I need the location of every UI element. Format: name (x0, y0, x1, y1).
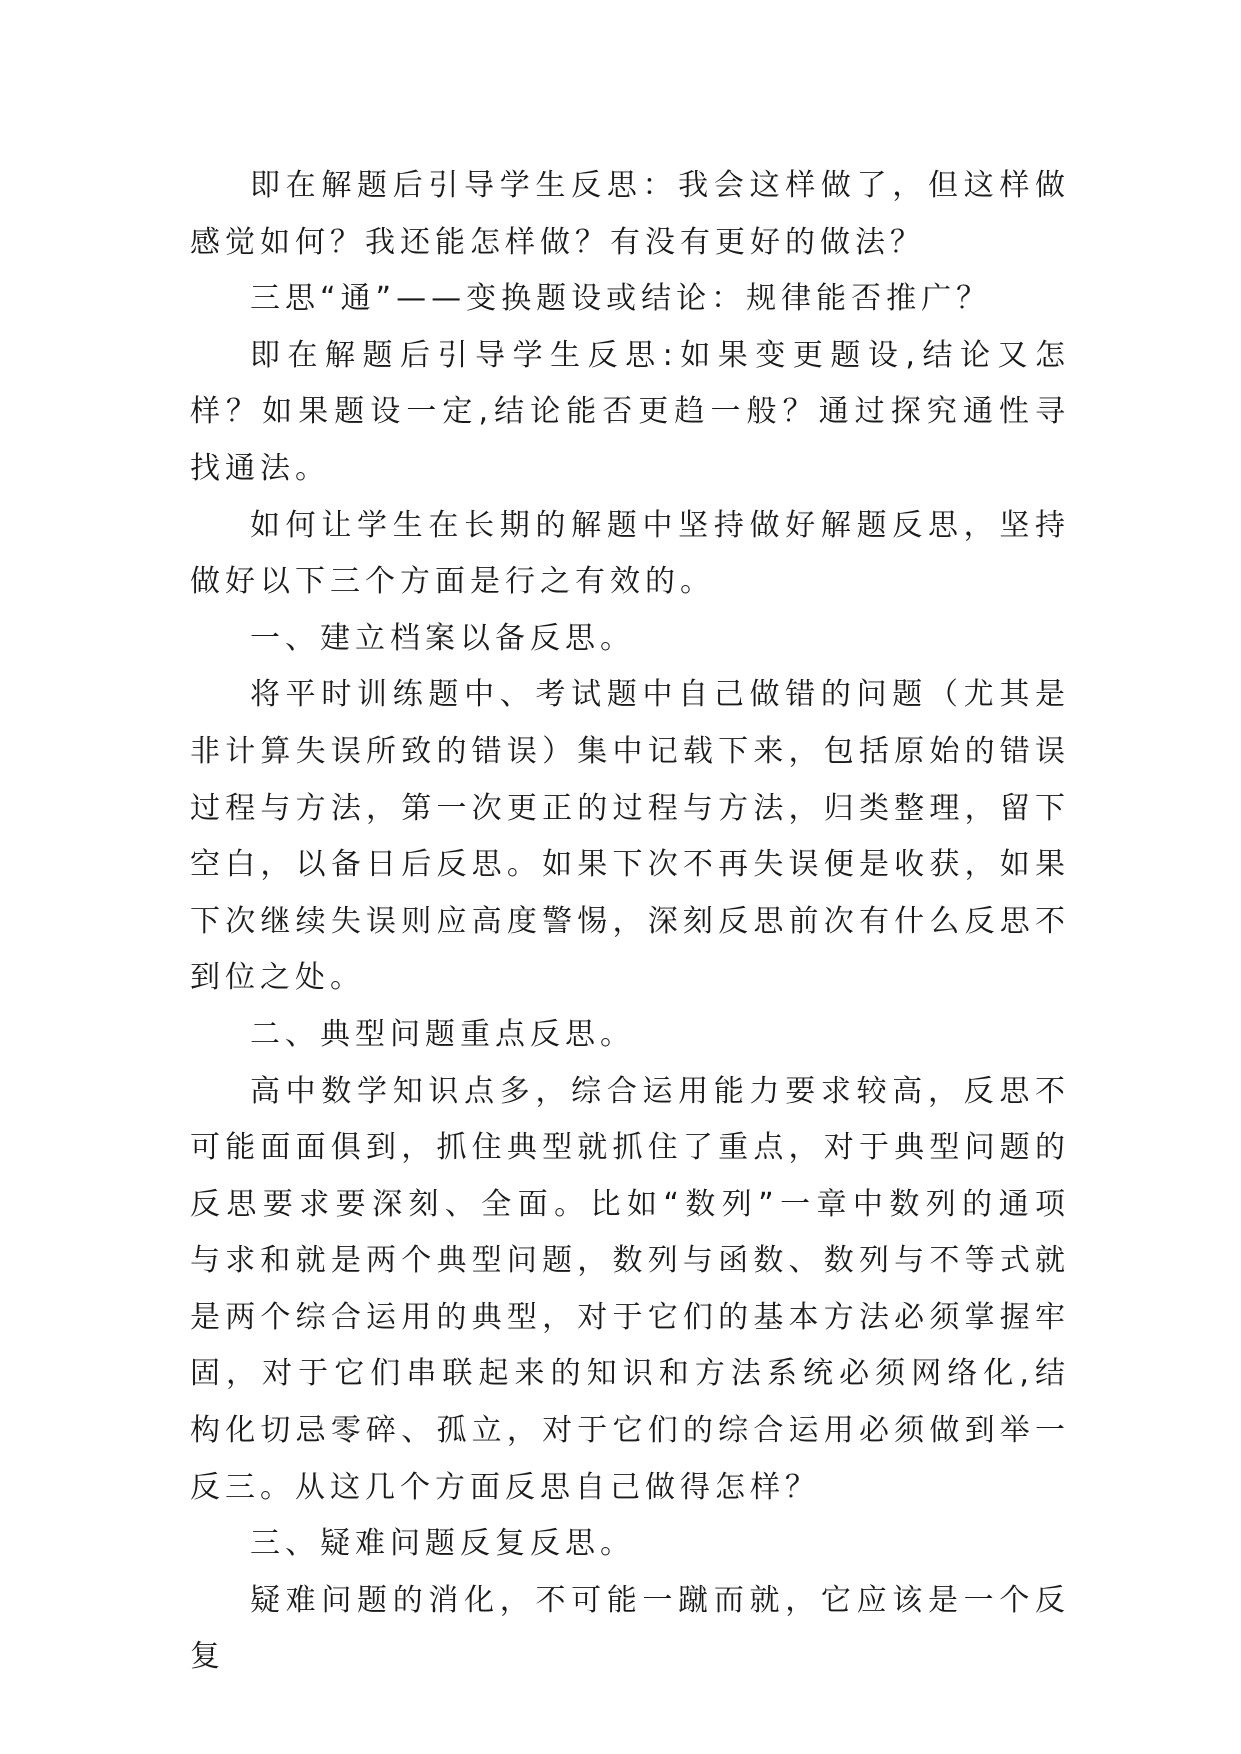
paragraph: 疑难问题的消化，不可能一蹴而就，它应该是一个反复 (190, 1582, 1070, 1675)
section-heading: 一、建立档案以备反思。 (250, 620, 635, 656)
document-body (190, 158, 1070, 1686)
paragraph: 三思“通”——变换题设或结论：规律能否推广？ (250, 281, 992, 317)
paragraph: 即在解题后引导学生反思：我会这样做了，但这样做感觉如何？我还能怎样做？有没有更好的做法？ (190, 168, 1070, 260)
paragraph: 高中数学知识点多，综合运用能力要求较高，反思不可能面面俱到，抓住典型就抓住了重点，对于典型问题的反思要求要深刻、全面。比如“数列”一章中数列的通项与求和就是两个典型问题，数列与函数、数列与不等式就是两个综合运用的典型，对于它们的基本方法必须掌握牢固，对于它们串联起来的知识和方法系统必须网络化,结构化切忌零碎、孤立，对于它们的综合运用必须做到举一反三。从这几个方面反思自己做得怎样？ (190, 1073, 1070, 1505)
paragraph: 即在解题后引导学生反思:如果变更题设,结论又怎样？如果题设一定,结论能否更趋一般？通过探究通性寻找通法。 (190, 337, 1070, 486)
paragraph: 如何让学生在长期的解题中坚持做好解题反思，坚持做好以下三个方面是行之有效的。 (190, 507, 1070, 600)
section-heading: 二、典型问题重点反思。 (250, 1016, 635, 1052)
paragraph: 将平时训练题中、考试题中自己做错的问题（尤其是非计算失误所致的错误）集中记载下来，包括原始的错误过程与方法，第一次更正的过程与方法，归类整理，留下空白，以备日后反思。如果下次不再失误便是收获，如果下次继续失误则应高度警惕，深刻反思前次有什么反思不到位之处。 (190, 677, 1070, 996)
section-heading: 三、疑难问题反复反思。 (250, 1526, 635, 1562)
